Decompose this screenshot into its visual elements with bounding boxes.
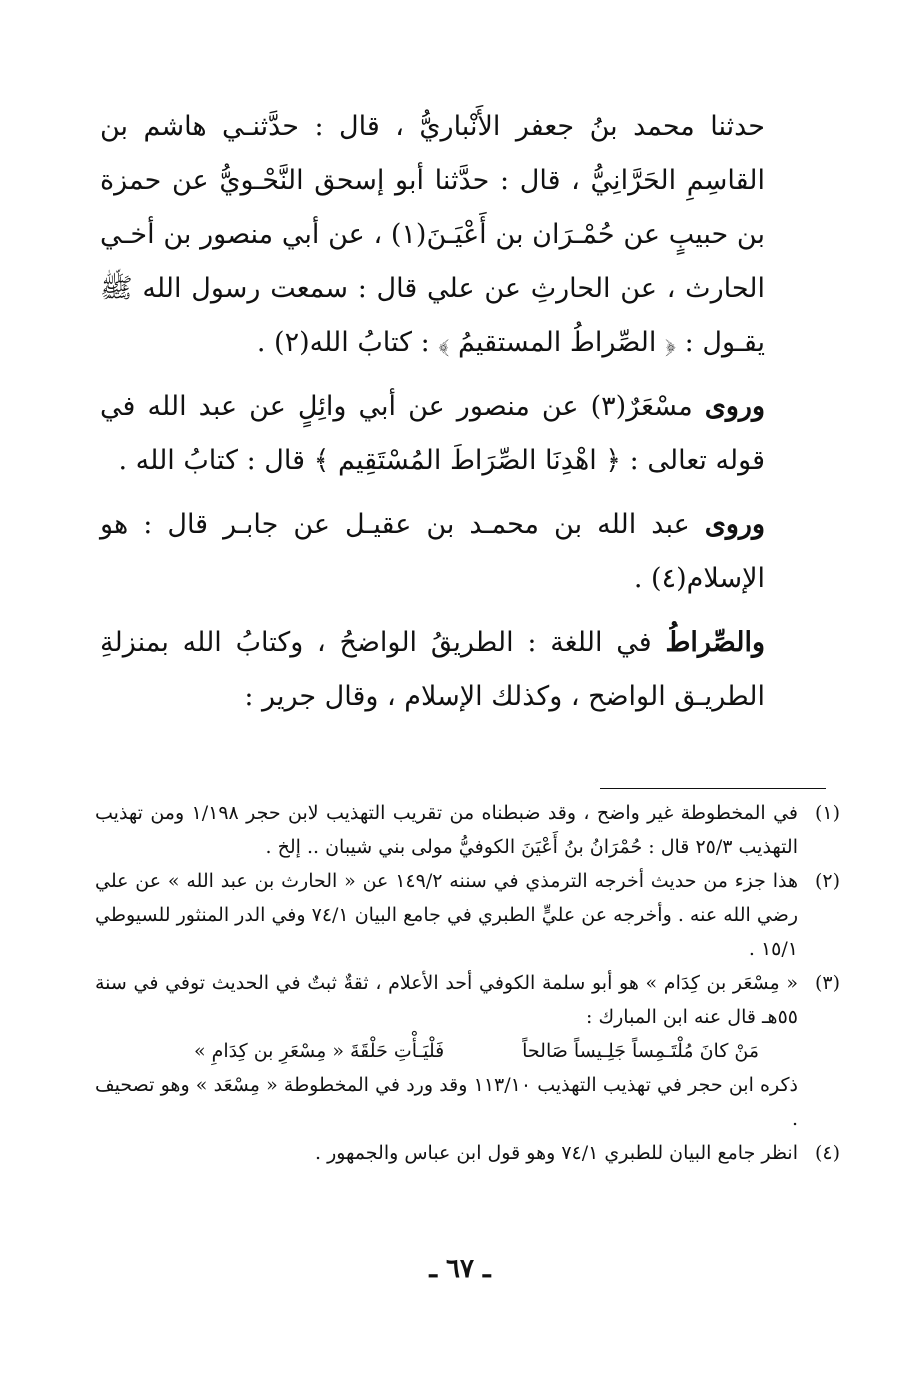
paragraph-hadith-text: حدثنا محمد بنُ جعفر الأَنْباريُّ ، قال : حدَّثنـي هاشم بن القاسِمِ الحَرَّانِيُّ ، قال : حدَّثنا أبو إسحق النَّحْـويُّ عن حمزة بن حبيبٍ عن حُمْـرَان بن أَعْيَـنَ(١) ، عن أبي منصور بن أخـي الحارث ، عن الحارثِ عن علي قال : سمعت رسول الله ﷺ يقـول : ﴿ الصِّراطُ المستقيمُ ﴾ : كتابُ الله(٢) . <box>100 111 765 358</box>
main-text <box>100 100 765 724</box>
footnote-text: هذا جزء من حديث أخرجه الترمذي في سننه ١٤٩/٢ عن « الحارث بن عبد الله » عن علي رضي الله عنه . وأخرجه عن عليٍّ الطبري في جامع البيان ٧٤/١ وفي الدر المنثور للسيوطي ١٥/١ . <box>95 870 799 960</box>
page-number: ـ ٦٧ ـ <box>429 1254 491 1284</box>
footnote-text: انظر جامع البيان للطبري ٧٤/١ وهو قول ابن عباس والجمهور . <box>314 1142 798 1164</box>
footnote-4 <box>95 1136 840 1170</box>
verse-first-hemistich: مَنْ كانَ مُلْتَـمِساً جَلِـيساً صَالحاً <box>522 1040 760 1062</box>
paragraph-hadith <box>100 100 765 370</box>
paragraph-masar-text: مسْعَرٌ(٣) عن منصور عن أبي وائِلٍ عن عبد الله في قوله تعالى : ﴿ اهْدِنَا الصِّرَاطَ المُسْتَقِيم ﴾ قال : كتابُ الله . <box>100 391 765 476</box>
paragraph-jabir-lead: وروى <box>704 509 765 540</box>
footnote-number: (٤) <box>814 1142 840 1164</box>
footnote-text: « مِسْعَر بن كِدَام » هو أبو سلمة الكوفي أحد الأعلام ، ثقةٌ ثبتٌ في الحديث توفي في سنة ٥٥هـ قال عنه ابن المبارك : <box>95 972 798 1028</box>
poetry-verse <box>95 1034 840 1068</box>
paragraph-masar-lead: وروى <box>704 391 765 422</box>
paragraph-masar <box>100 380 765 488</box>
footnote-text: ذكره ابن حجر في تهذيب التهذيب ١١٣/١٠ وقد ورد في المخطوطة « مِسْعَد » وهو تصحيف . <box>95 1074 798 1130</box>
paragraph-sirat <box>100 616 765 724</box>
footnote-3 <box>95 966 840 1034</box>
paragraph-jabir <box>100 498 765 606</box>
paragraph-sirat-lead: والصِّراطُ <box>665 627 765 658</box>
footnote-divider <box>600 788 826 789</box>
verse-second-hemistich: فَلْيَـأْتِ حَلْقَةَ « مِسْعَرِ بن كِدَامِ » <box>193 1040 445 1062</box>
footnote-2 <box>95 864 840 966</box>
footnote-number: (٢) <box>814 870 840 892</box>
footnote-3-continuation <box>95 1068 840 1136</box>
footnote-1 <box>95 796 840 864</box>
paragraph-sirat-text: في اللغة : الطريقُ الواضحُ ، وكتابُ الله بمنزلةِ الطريـق الواضح ، وكذلك الإسلام ، وقال جرير : <box>100 627 765 712</box>
footnote-number: (٣) <box>814 972 840 994</box>
paragraph-jabir-text: عبد الله بن محمـد بن عقيـل عن جابـر قال : هو الإسلام(٤) . <box>100 509 765 594</box>
footnote-text: في المخطوطة غير واضح ، وقد ضبطناه من تقريب التهذيب لابن حجر ١/١٩٨ ومن تهذيب التهذيب ٢٥/٣ قال : حُمْرَانُ بنُ أَعْيَنَ الكوفيُّ مولى بني شيبان .. إلخ . <box>95 802 799 858</box>
footnotes <box>95 796 840 1170</box>
footnote-number: (١) <box>814 802 840 824</box>
